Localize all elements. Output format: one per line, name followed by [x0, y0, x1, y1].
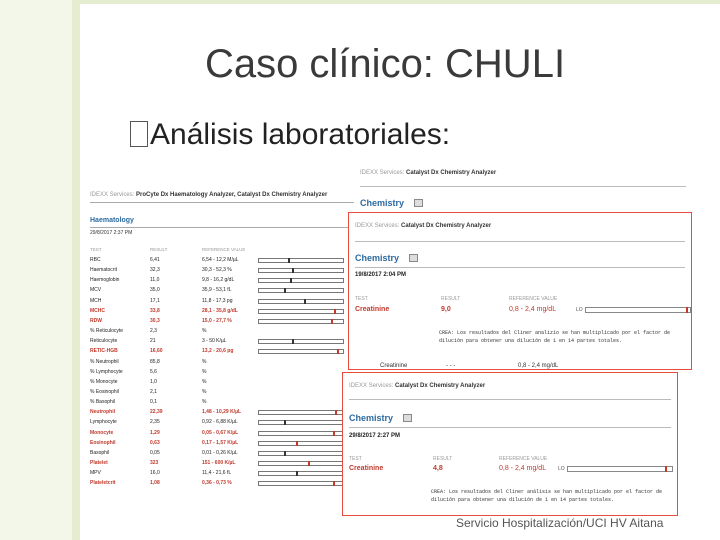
row-test: Reticulocyte: [90, 338, 118, 345]
range-marker: [333, 481, 335, 486]
range-bar: [258, 339, 344, 344]
row-test: Plateletcrit: [90, 480, 116, 487]
chem-mid-section: [355, 253, 418, 263]
row-result: 6,41: [150, 257, 160, 263]
row-test: RETIC-HGB: [90, 348, 118, 355]
chem-bot-section: [349, 413, 412, 423]
row-result: 17,1: [150, 297, 160, 304]
print-icon: [403, 414, 412, 422]
row-reference: %: [202, 388, 207, 395]
col-test: TEST: [355, 296, 368, 302]
table-row: [90, 255, 348, 265]
row-reference: %: [202, 378, 207, 385]
range-bar: [258, 288, 344, 293]
row-result: 1,29: [150, 429, 160, 436]
range-low-label: LO: [558, 466, 565, 472]
row-test: % Eosinophil: [90, 388, 119, 395]
col-result: RESULT: [433, 456, 453, 462]
range-bar: [258, 349, 344, 354]
row-reference: 6,54 - 12,2 M/µL: [202, 257, 239, 263]
range-bar: [258, 319, 344, 324]
row-test: MPV: [90, 470, 101, 477]
row-test: % Reticulocyte: [90, 328, 124, 335]
table-row: [90, 265, 348, 275]
slide-footer: Servicio Hospitalización/UCI HV Aitana: [456, 516, 664, 530]
col-reference: REFERENCE VALUE: [499, 456, 548, 462]
row-reference: 1,48 - 10,29 K/µL: [202, 409, 242, 416]
table-row: [90, 407, 348, 417]
range-marker: [292, 339, 294, 344]
range-bar: [258, 278, 344, 283]
chemistry-report-top: [354, 162, 692, 212]
haematology-section-title: Haematology: [90, 217, 134, 224]
row-result: 0,1: [150, 399, 157, 406]
row-result: 1,0: [150, 378, 157, 385]
table-row: [90, 336, 348, 346]
range-bar: [258, 420, 344, 425]
row-result: 2,35: [150, 419, 160, 426]
row-test: Basophil: [90, 449, 110, 456]
row-test: Eosinophil: [90, 439, 116, 446]
row-reference: 11,8 - 17,3 pg: [202, 297, 233, 304]
range-marker: [304, 299, 306, 304]
table-row: [90, 387, 348, 397]
range-marker: [284, 420, 286, 425]
bullet-box-icon: [130, 121, 148, 147]
range-marker: [334, 309, 336, 314]
row-test: MCHC: [90, 307, 105, 314]
table-row: [90, 367, 348, 377]
col-result: RESULT: [441, 296, 461, 302]
range-marker: [337, 349, 339, 354]
section-label: Chemistry: [355, 253, 400, 263]
chem-bot-note: CREA: Los resultados del Cliner análisis se han multiplicado por el factor de dilución para obtener una dilución de 1 en 14 partes totales.: [431, 489, 663, 503]
row-test: Monocyte: [90, 429, 114, 436]
col-reference: REFERENCE VALUE: [202, 247, 246, 252]
row-reference: 13,2 - 20,6 pg: [202, 348, 234, 355]
chem-mid-date: 19/8/2017 2:04 PM: [355, 272, 407, 278]
range-marker: [665, 466, 667, 472]
table-row: [90, 377, 348, 387]
table-row: [90, 417, 348, 427]
range-bar: [258, 481, 344, 486]
range-marker: [308, 461, 310, 466]
row-test: Haematocrit: [90, 267, 117, 274]
row-test: % Lymphocyte: [90, 368, 123, 375]
range-marker: [290, 278, 292, 283]
row-result: 2,3: [150, 328, 157, 335]
test-name: Creatinine: [355, 306, 390, 313]
slide-title: Caso clínico: CHULI: [204, 42, 566, 86]
header-prefix: IDEXX Services:: [90, 192, 135, 198]
table-row: [90, 468, 348, 478]
divider: [349, 399, 671, 400]
header-prefix: IDEXX Services:: [349, 383, 394, 389]
chem-top-section: [360, 198, 423, 208]
range-bar: [258, 268, 344, 273]
summary-reference: 0,8 - 2,4 mg/dL: [518, 363, 559, 369]
chem-mid-note: CREA: Los resultados del Cliner analizio se han multiplicado por el factor de dilución para obtener una dilución de 1 en 14 partes totales.: [439, 330, 671, 344]
range-marker: [284, 451, 286, 456]
col-test: TEST: [90, 247, 102, 252]
row-result: 2,1: [150, 388, 157, 395]
range-bar: [258, 299, 344, 304]
range-bar: [258, 431, 344, 436]
row-result: 323: [150, 460, 159, 466]
summary-test: Creatinine: [380, 363, 408, 369]
table-row: [90, 478, 348, 488]
range-bar: [258, 309, 344, 314]
row-reference: 15,0 - 27,7 %: [202, 317, 232, 324]
range-bar: [258, 410, 344, 415]
row-result: 35,0: [150, 287, 160, 294]
test-reference: 0,8 - 2,4 mg/dL: [499, 465, 547, 472]
section-label: Chemistry: [360, 198, 405, 208]
table-row: [90, 316, 348, 326]
header-title: Catalyst Dx Chemistry Analyzer: [395, 383, 486, 389]
row-result: 22,39: [150, 409, 163, 416]
haematology-report: [86, 188, 348, 493]
row-result: 16,0: [150, 470, 160, 477]
row-result: 1,08: [150, 480, 160, 487]
table-row: [90, 346, 348, 356]
table-row: [90, 428, 348, 438]
row-reference: 35,9 - 53,1 fL: [202, 287, 232, 294]
row-test: RDW: [90, 317, 102, 324]
range-bar: [258, 471, 344, 476]
range-marker: [288, 258, 290, 263]
chem-bot-date: 29/8/2017 2:27 PM: [349, 433, 401, 439]
row-result: 33,8: [150, 307, 160, 314]
row-reference: %: [202, 358, 207, 365]
range-marker: [296, 471, 298, 476]
table-row: [90, 306, 348, 316]
left-decor-band: [0, 0, 80, 540]
range-bar: [258, 441, 344, 446]
chem-mid-header: [355, 223, 491, 229]
row-test: RBC: [90, 257, 101, 263]
table-row: [90, 397, 348, 407]
row-result: 30,3: [150, 317, 160, 324]
test-name: Creatinine: [349, 465, 384, 472]
range-marker: [292, 268, 294, 273]
row-reference: %: [202, 399, 207, 406]
chem-top-header: [360, 170, 496, 176]
haematology-date: 29/8/2017 2:37 PM: [90, 230, 133, 236]
col-test: TEST: [349, 456, 362, 462]
row-test: Haemoglobin: [90, 277, 120, 284]
section-label: Chemistry: [349, 413, 394, 423]
divider: [355, 267, 685, 268]
row-result: 32,3: [150, 267, 160, 274]
range-bar: [258, 461, 344, 466]
left-decor-stripe: [72, 0, 80, 540]
row-reference: 9,8 - 16,2 g/dL: [202, 277, 235, 284]
range-bar: [558, 466, 673, 472]
test-reference: 0,8 - 2,4 mg/dL: [509, 306, 557, 313]
range-marker: [333, 431, 335, 436]
row-result: 16,60: [150, 348, 163, 355]
top-decor-band: [80, 0, 720, 4]
row-result: 0,05: [150, 449, 160, 456]
row-test: Neutrophil: [90, 409, 115, 416]
range-marker: [284, 288, 286, 293]
table-row: [90, 357, 348, 367]
row-result: 85,8: [150, 358, 160, 365]
chemistry-report-mid: [348, 212, 692, 370]
row-test: Lymphocyte: [90, 419, 117, 426]
chem-bot-header: [349, 383, 485, 389]
table-row: [90, 448, 348, 458]
chemistry-report-bottom: [342, 372, 678, 516]
header-prefix: IDEXX Services:: [360, 170, 405, 176]
row-result: 0,63: [150, 439, 160, 446]
table-row: [90, 326, 348, 336]
test-result: 4,8: [433, 465, 443, 472]
header-title: ProCyte Dx Haematology Analyzer, Catalyst Dx Chemistry Analyzer: [136, 192, 328, 198]
row-reference: 0,92 - 6,88 K/µL: [202, 419, 238, 426]
print-icon: [414, 199, 423, 207]
col-result: RESULT: [150, 247, 168, 252]
table-row: [90, 438, 348, 448]
range-marker: [335, 410, 337, 415]
range-marker: [686, 307, 688, 313]
range-marker: [331, 319, 333, 324]
row-reference: 151 - 600 K/µL: [202, 460, 236, 466]
row-test: MCV: [90, 287, 102, 294]
divider: [355, 241, 685, 242]
range-bar: [258, 451, 344, 456]
col-reference: REFERENCE VALUE: [509, 296, 558, 302]
range-low-label: LO: [576, 307, 583, 313]
row-result: 5,6: [150, 368, 157, 375]
summary-result: - - -: [446, 363, 456, 369]
bullet-line: [130, 118, 450, 152]
header-title: Catalyst Dx Chemistry Analyzer: [401, 223, 492, 229]
row-test: % Basophil: [90, 399, 116, 406]
haematology-header: [90, 192, 327, 198]
row-test: % Monocyte: [90, 378, 118, 385]
row-test: Platelet: [90, 460, 108, 466]
range-marker: [296, 441, 298, 446]
test-result: 9,0: [441, 306, 451, 313]
range-bar: [576, 307, 691, 313]
row-test: % Neutrophil: [90, 358, 119, 365]
row-result: 11,0: [150, 277, 160, 284]
row-reference: %: [202, 328, 207, 335]
row-reference: 0,01 - 0,26 K/µL: [202, 449, 238, 456]
row-reference: 30,3 - 52,3 %: [202, 267, 232, 274]
header-title: Catalyst Dx Chemistry Analyzer: [406, 170, 497, 176]
table-row: [90, 296, 348, 306]
bullet-text: Análisis laboratoriales:: [150, 118, 451, 151]
divider: [349, 427, 671, 428]
row-result: 21: [150, 338, 156, 345]
row-reference: 28,1 - 35,8 g/dL: [202, 307, 238, 314]
row-reference: 3 - 50 K/µL: [202, 338, 227, 345]
row-reference: 11,4 - 21,6 fL: [202, 470, 232, 477]
row-reference: 0,17 - 1,57 K/µL: [202, 439, 239, 446]
table-row: [90, 275, 348, 285]
print-icon: [409, 254, 418, 262]
divider: [360, 186, 686, 187]
table-row: [90, 285, 348, 295]
row-reference: 0,05 - 0,67 K/µL: [202, 429, 239, 436]
table-row: [90, 458, 348, 468]
row-reference: 0,36 - 0,73 %: [202, 480, 232, 487]
row-test: MCH: [90, 297, 102, 304]
range-bar: [258, 258, 344, 263]
row-reference: %: [202, 368, 207, 375]
header-prefix: IDEXX Services:: [355, 223, 400, 229]
